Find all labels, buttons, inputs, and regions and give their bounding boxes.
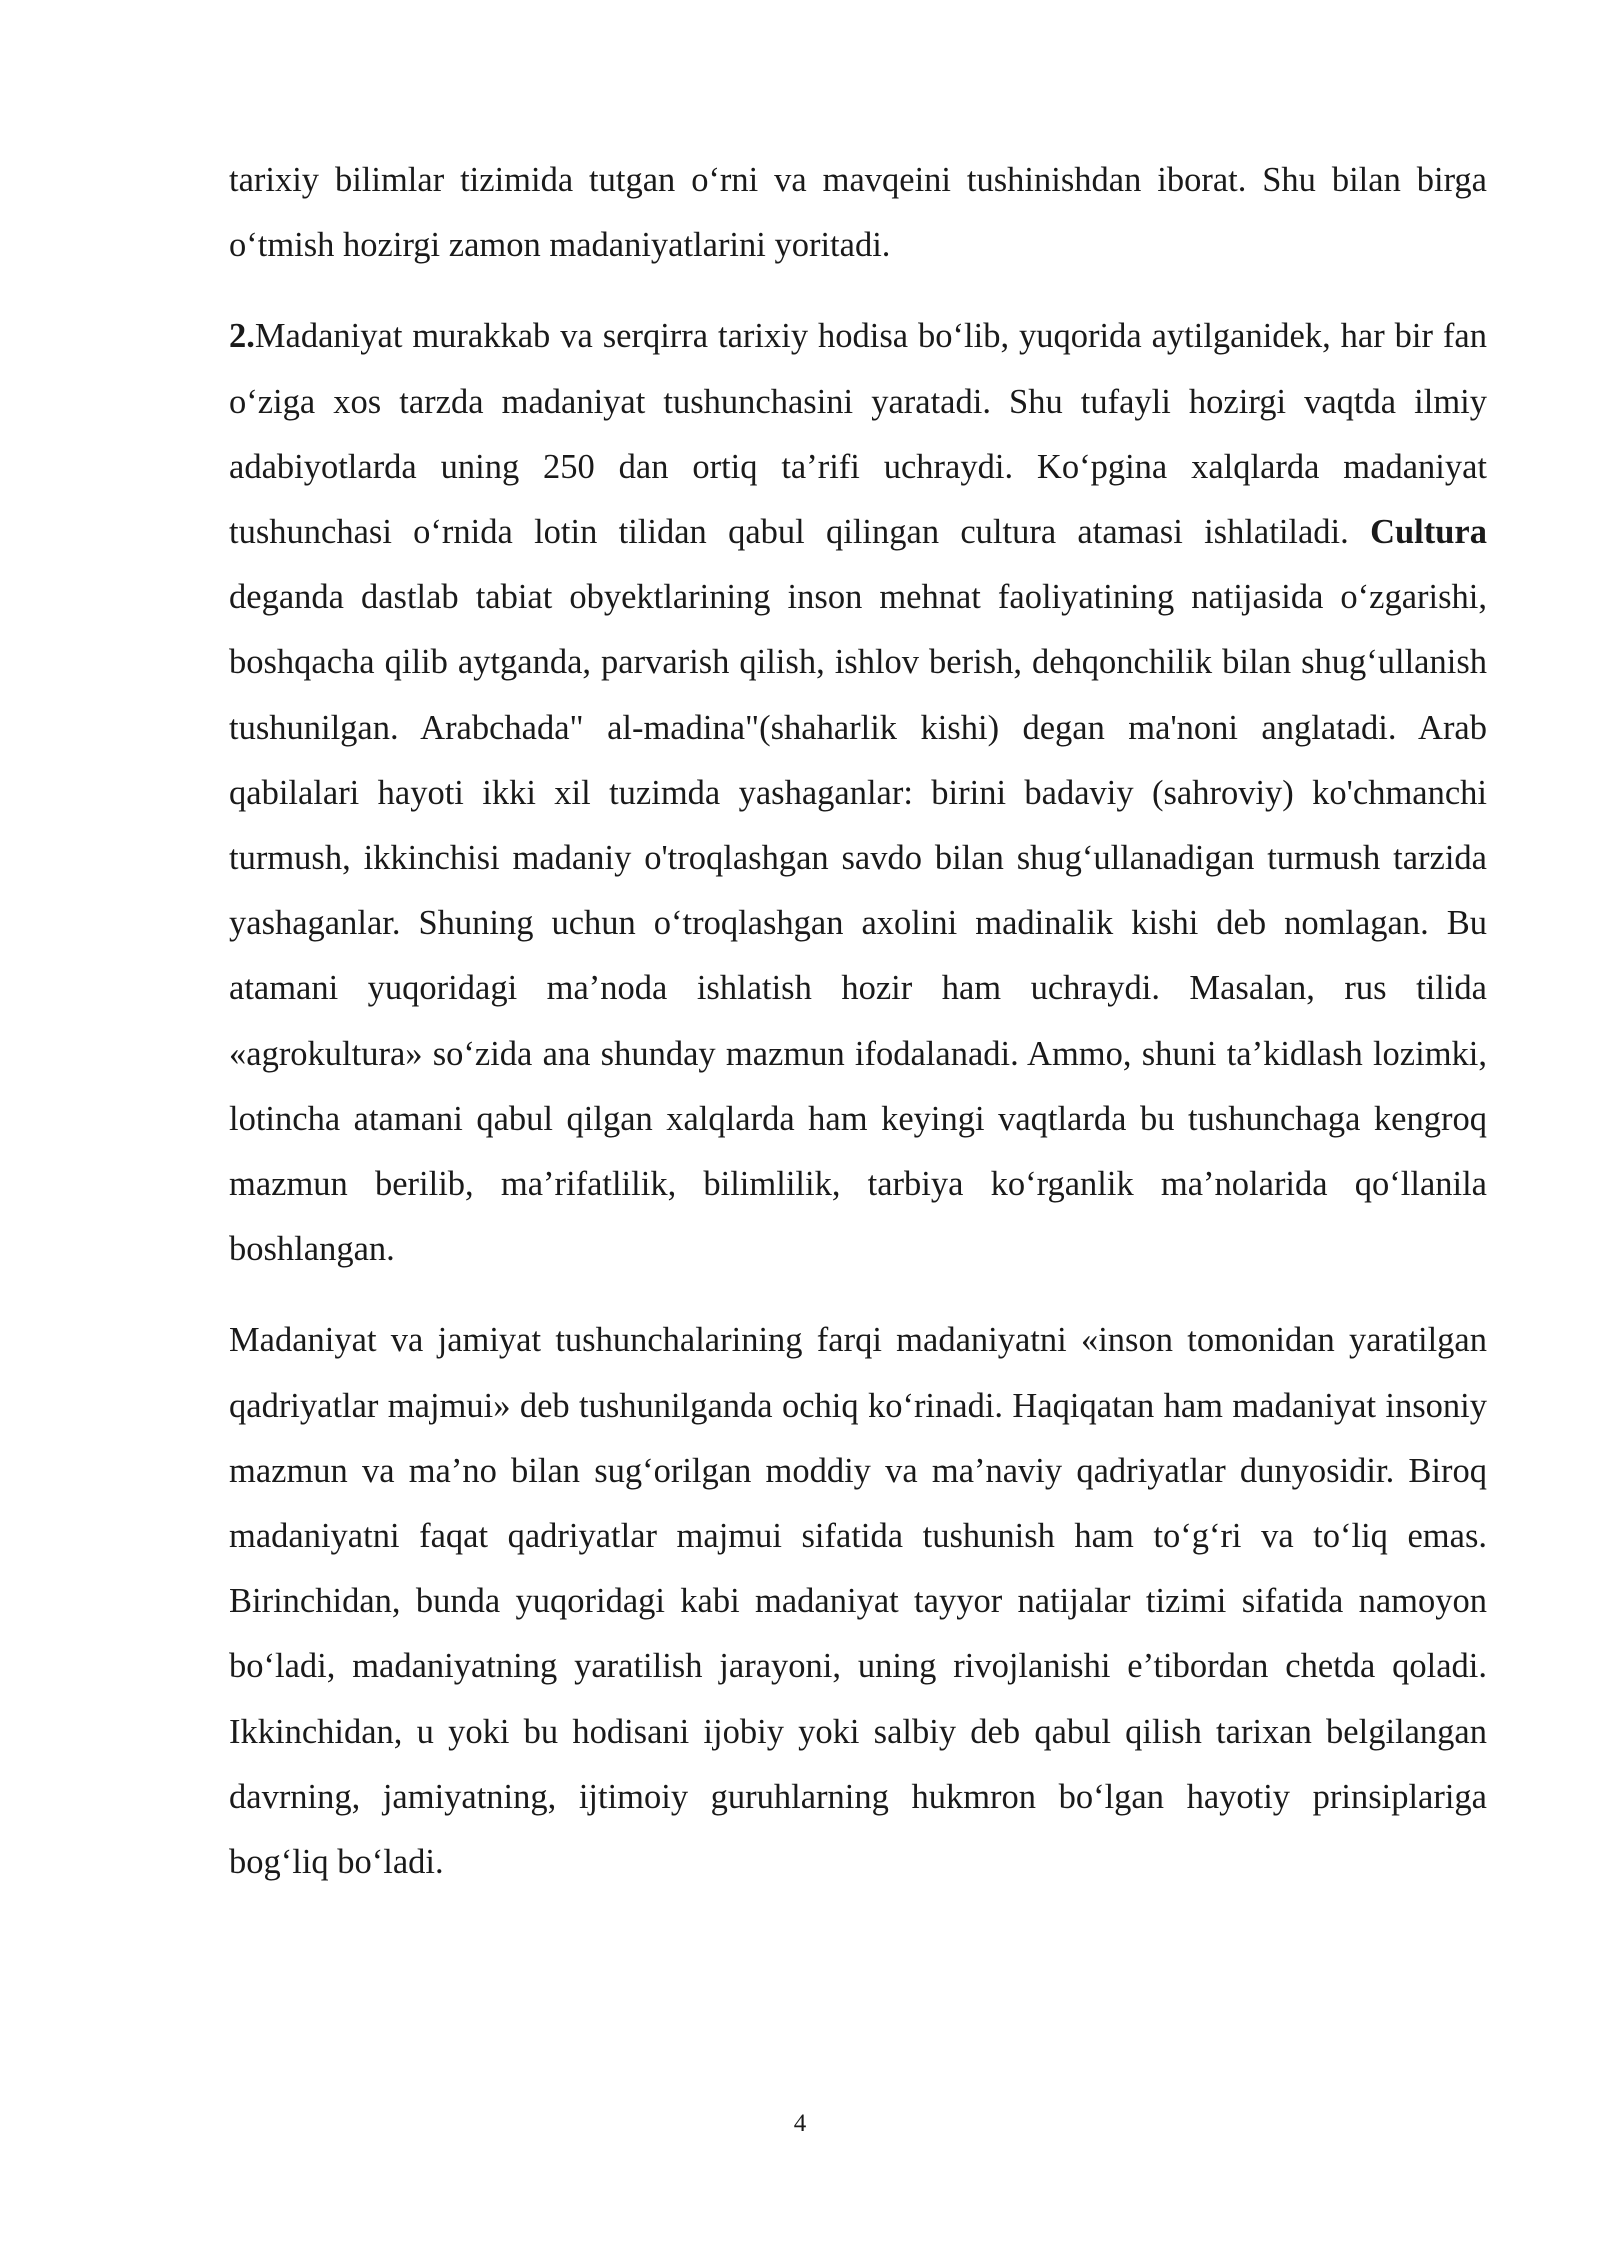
- bold-term-cultura: Cultura: [1370, 513, 1487, 552]
- paragraph-2-text-before: Madaniyat murakkab va serqirra tarixiy hodisa bo‘lib, yuqorida aytilganidek, har bir fan o‘ziga xos tarzda madaniyat tushunchasini yaratadi. Shu tufayli hozirgi vaqtda ilmiy adabiyotlarda uning 250 dan ortiq ta’rifi uchraydi. Ko‘pgina xalqlarda madaniyat tushunchasi o‘rnida lotin tilidan qabul qilingan cultura atamasi ishlatiladi.: [229, 317, 1487, 552]
- paragraph-2-number: 2.: [229, 317, 255, 356]
- paragraph-1: [229, 148, 1487, 278]
- paragraph-3-text: Madaniyat va jamiyat tushunchalarining farqi madaniyatni «inson tomonidan yaratilgan qadriyatlar majmui» deb tushunilganda ochiq ko‘rinadi. Haqiqatan ham madaniyat insoniy mazmun va ma’no bilan sug‘orilgan moddiy va ma’naviy qadriyatlar dunyosidir. Biroq madaniyatni faqat qadriyatlar majmui sifatida tushunish ham to‘g‘ri va to‘liq emas. Birinchidan, bunda yuqoridagi kabi madaniyat tayyor natijalar tizimi sifatida namoyon bo‘ladi, madaniyatning yaratilish jarayoni, uning rivojlanishi e’tibordan chetda qoladi. Ikkinchidan, u yoki bu hodisani ijobiy yoki salbiy deb qabul qilish tarixan belgilangan davrning, jamiyatning, ijtimoiy guruhlarning hukmron bo‘lgan hayotiy prinsiplariga bog‘liq bo‘ladi.: [229, 1321, 1487, 1882]
- document-page: [229, 148, 1487, 1895]
- paragraph-2: [229, 304, 1487, 1282]
- paragraph-1-text: tarixiy bilimlar tizimida tutgan o‘rni va mavqeini tushinishdan iborat. Shu bilan birga o‘tmish hozirgi zamon madaniyatlarini yoritadi.: [229, 161, 1487, 265]
- paragraph-2-text-after: deganda dastlab tabiat obyektlarining inson mehnat faoliyatining natijasida o‘zgarishi, boshqacha qilib aytganda, parvarish qilish, ishlov berish, dehqonchilik bilan shug‘ullanish tushunilgan. Arabchada" al-madina"(shaharlik kishi) degan ma'noni anglatadi. Arab qabilalari hayoti ikki xil tuzimda yashaganlar: birini badaviy (sahroviy) ko'chmanchi turmush, ikkinchisi madaniy o'troqlashgan savdo bilan shug‘ullanadigan turmush tarzida yashaganlar. Shuning uchun o‘troqlashgan axolini madinalik kishi deb nomlagan. Bu atamani yuqoridagi ma’noda ishlatish hozir ham uchraydi. Masalan, rus tilida «agrokultura» so‘zida ana shunday mazmun ifodalanadi. Ammo, shuni ta’kidlash lozimki, lotincha atamani qabul qilgan xalqlarda ham keyingi vaqtlarda bu tushunchaga kengroq mazmun berilib, ma’rifatlilik, bilimlilik, tarbiya ko‘rganlik ma’nolarida qo‘llanila boshlangan.: [229, 578, 1487, 1269]
- paragraph-3: [229, 1308, 1487, 1895]
- page-number: 4: [793, 2110, 807, 2137]
